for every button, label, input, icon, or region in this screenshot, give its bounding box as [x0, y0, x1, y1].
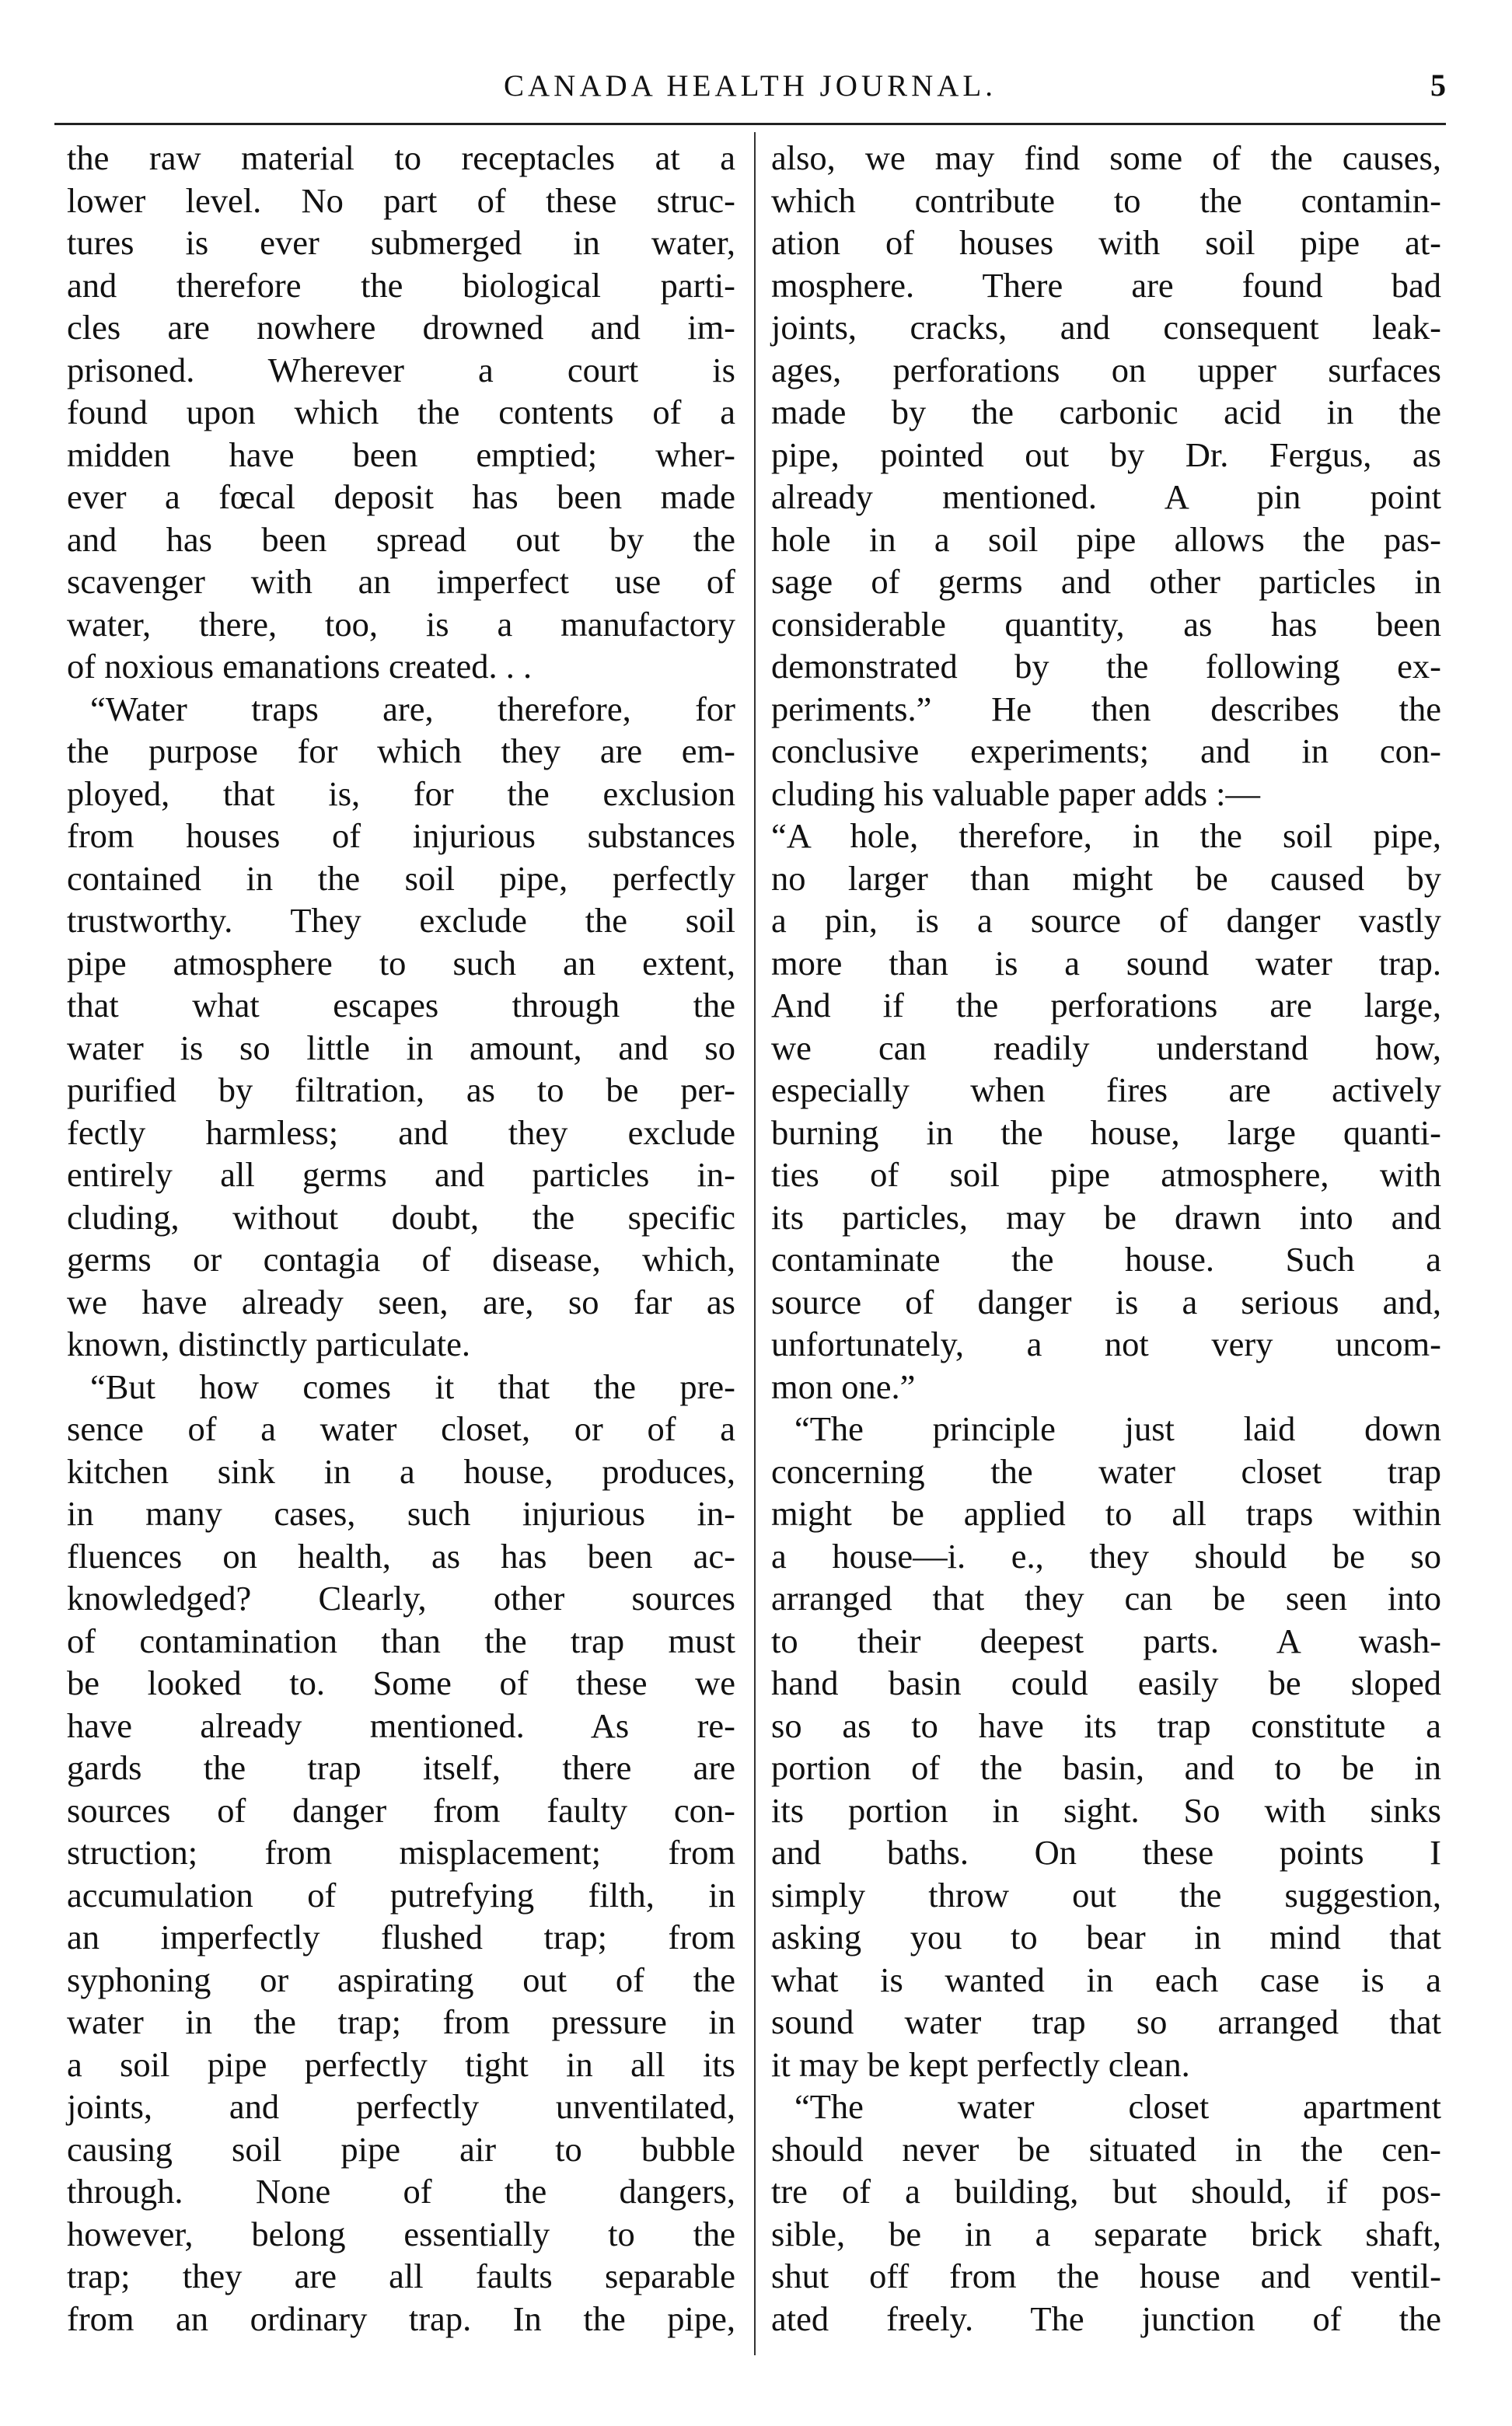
column-divider: [754, 132, 756, 2355]
text-line: “The principle just laid down: [794, 1409, 1441, 1448]
text-line: cluding his valuable paper adds :—: [771, 773, 1261, 813]
text-line: scavenger with an imperfect use of: [67, 562, 735, 601]
text-line: from an ordinary trap. In the pipe,: [67, 2299, 735, 2338]
text-line: through. None of the dangers,: [67, 2172, 735, 2211]
text-line: in many cases, such injurious in-: [67, 1494, 735, 1533]
text-line: from houses of injurious substances: [67, 816, 735, 855]
text-line: fluences on health, as has been ac-: [67, 1536, 735, 1576]
text-line: that what escapes through the: [67, 986, 735, 1025]
text-line: source of danger is a serious and,: [771, 1282, 1441, 1321]
page-header: [54, 61, 1446, 115]
text-line: it may be kept perfectly clean.: [771, 2044, 1190, 2084]
text-line: a pin, is a source of danger vastly: [771, 901, 1441, 940]
text-line: hand basin could easily be sloped: [771, 1663, 1441, 1702]
text-line: knowledged? Clearly, other sources: [67, 1579, 735, 1618]
text-line: a soil pipe perfectly tight in all its: [67, 2044, 735, 2084]
text-line: contaminate the house. Such a: [771, 1240, 1441, 1279]
text-line: also, we may find some of the causes,: [771, 138, 1441, 177]
text-line: pipe atmosphere to such an extent,: [67, 943, 735, 983]
text-line: water in the trap; from pressure in: [67, 2002, 735, 2041]
text-line: germs or contagia of disease, which,: [67, 1240, 735, 1279]
text-line: entirely all germs and particles in-: [67, 1155, 735, 1194]
text-line: of contamination than the trap must: [67, 1621, 735, 1660]
text-line: ated freely. The junction of the: [771, 2299, 1441, 2338]
text-line: ployed, that is, for the exclusion: [67, 773, 735, 813]
text-line: found upon which the contents of a: [67, 393, 735, 431]
text-line: fectly harmless; and they exclude: [67, 1112, 735, 1152]
text-line: and has been spread out by the: [67, 519, 735, 559]
text-line: ties of soil pipe atmosphere, with: [771, 1155, 1441, 1194]
text-line: periments.” He then describes the: [771, 689, 1441, 728]
text-line: “The water closet apartment: [794, 2087, 1441, 2126]
text-line: asking you to bear in mind that: [771, 1918, 1441, 1957]
text-line: sible, be in a separate brick shaft,: [771, 2214, 1441, 2253]
page-number: 5: [1430, 68, 1446, 103]
text-line: however, belong essentially to the: [67, 2214, 735, 2253]
text-line: gards the trap itself, there are: [67, 1748, 735, 1787]
text-line: a house—i. e., they should be so: [771, 1536, 1441, 1576]
text-line: And if the perforations are large,: [771, 986, 1441, 1025]
text-line: trustworthy. They exclude the soil: [67, 901, 735, 940]
text-line: cluding, without doubt, the specific: [67, 1197, 735, 1237]
text-line: its portion in sight. So with sinks: [771, 1790, 1441, 1830]
text-line: causing soil pipe air to bubble: [67, 2129, 735, 2169]
text-line: known, distinctly particulate.: [67, 1325, 471, 1363]
text-line: ever a fœcal deposit has been made: [67, 477, 735, 516]
text-line: prisoned. Wherever a court is: [67, 350, 735, 389]
text-line: sence of a water closet, or of a: [67, 1409, 735, 1448]
text-line: mon one.”: [771, 1367, 916, 1406]
text-line: especially when fires are actively: [771, 1070, 1441, 1109]
text-line: tre of a building, but should, if pos-: [771, 2172, 1441, 2211]
text-line: burning in the house, large quanti-: [771, 1112, 1441, 1152]
text-line: might be applied to all traps within: [771, 1494, 1441, 1533]
text-line: we have already seen, are, so far as: [67, 1282, 735, 1321]
text-line: lower level. No part of these struc-: [67, 180, 735, 220]
text-line: joints, and perfectly unventilated,: [67, 2087, 735, 2126]
text-line: tures is ever submerged in water,: [67, 223, 735, 262]
text-line: conclusive experiments; and in con-: [771, 731, 1441, 770]
text-line: concerning the water closet trap: [771, 1451, 1441, 1491]
text-line: ages, perforations on upper surfaces: [771, 350, 1441, 389]
text-line: no larger than might be caused by: [771, 858, 1441, 898]
text-line: should never be situated in the cen-: [771, 2129, 1441, 2169]
text-line: to their deepest parts. A wash-: [771, 1621, 1441, 1660]
text-line: “Water traps are, therefore, for: [90, 689, 735, 728]
text-line: so as to have its trap constitute a: [771, 1705, 1441, 1745]
text-line: pipe, pointed out by Dr. Fergus, as: [771, 435, 1441, 474]
journal-title: CANADA HEALTH JOURNAL.: [504, 69, 997, 103]
text-line: its particles, may be drawn into and: [771, 1197, 1441, 1237]
text-line: sound water trap so arranged that: [771, 2002, 1441, 2041]
text-line: sources of danger from faulty con-: [67, 1790, 735, 1830]
text-line: which contribute to the contamin-: [771, 180, 1441, 220]
text-line: simply throw out the suggestion,: [771, 1875, 1441, 1915]
text-line: arranged that they can be seen into: [771, 1579, 1441, 1618]
text-line: hole in a soil pipe allows the pas-: [771, 519, 1441, 559]
text-line: and baths. On these points I: [771, 1833, 1441, 1872]
text-line: be looked to. Some of these we: [67, 1663, 735, 1702]
text-line: the raw material to receptacles at a: [67, 138, 735, 177]
text-line: struction; from misplacement; from: [67, 1833, 735, 1872]
text-line: mosphere. There are found bad: [771, 265, 1441, 305]
text-line: have already mentioned. As re-: [67, 1705, 735, 1745]
text-line: trap; they are all faults separable: [67, 2257, 735, 2295]
text-line: of noxious emanations created. . .: [67, 647, 533, 686]
text-line: cles are nowhere drowned and im-: [67, 308, 735, 347]
text-line: more than is a sound water trap.: [771, 943, 1441, 983]
text-line: an imperfectly flushed trap; from: [67, 1918, 735, 1957]
text-line: syphoning or aspirating out of the: [67, 1960, 735, 1999]
text-line: unfortunately, a not very uncom-: [771, 1325, 1441, 1363]
right-column: [771, 137, 1441, 2340]
text-line: accumulation of putrefying filth, in: [67, 1875, 735, 1915]
text-line: made by the carbonic acid in the: [771, 393, 1441, 431]
header-rule: [54, 123, 1446, 125]
text-line: midden have been emptied; wher-: [67, 435, 735, 474]
text-line: already mentioned. A pin point: [771, 477, 1441, 516]
left-column: [67, 137, 735, 2340]
text-line: what is wanted in each case is a: [771, 1960, 1441, 1999]
text-line: kitchen sink in a house, produces,: [67, 1451, 735, 1491]
text-line: “A hole, therefore, in the soil pipe,: [771, 816, 1441, 855]
text-line: we can readily understand how,: [771, 1028, 1441, 1067]
text-line: considerable quantity, as has been: [771, 604, 1441, 644]
text-line: ation of houses with soil pipe at-: [771, 223, 1441, 262]
text-line: contained in the soil pipe, perfectly: [67, 858, 735, 898]
text-line: water is so little in amount, and so: [67, 1028, 735, 1067]
text-line: water, there, too, is a manufactory: [67, 604, 735, 644]
text-line: demonstrated by the following ex-: [771, 647, 1441, 686]
text-line: joints, cracks, and consequent leak-: [771, 308, 1441, 347]
text-line: sage of germs and other particles in: [771, 562, 1441, 601]
text-line: “But how comes it that the pre-: [90, 1367, 735, 1406]
text-line: portion of the basin, and to be in: [771, 1748, 1441, 1787]
text-line: shut off from the house and ventil-: [771, 2257, 1441, 2295]
text-line: the purpose for which they are em-: [67, 731, 735, 770]
text-line: purified by filtration, as to be per-: [67, 1070, 735, 1109]
text-line: and therefore the biological parti-: [67, 265, 735, 305]
